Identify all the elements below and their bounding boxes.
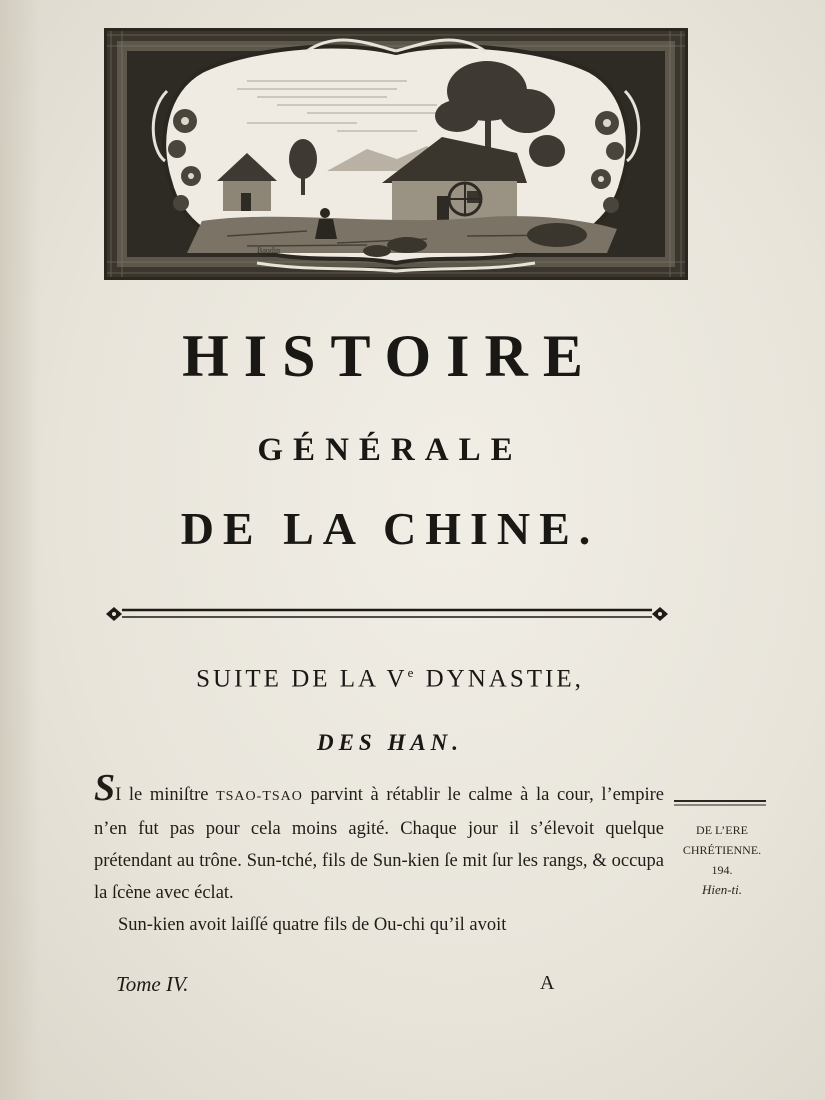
dynasty-heading bbox=[100, 665, 680, 693]
body-text bbox=[94, 767, 664, 941]
margin-rule bbox=[674, 798, 766, 808]
dynasty-heading-prefix: SUITE DE LA V bbox=[196, 665, 408, 693]
title-de-la-chine: DE LA CHINE. bbox=[180, 503, 600, 554]
engraved-headpiece bbox=[104, 28, 688, 280]
paragraph-2: Sun-kien avoit laiſſé quatre fils de Ou-chi qu’il avoit bbox=[118, 915, 507, 935]
engraving-illustration bbox=[107, 31, 685, 277]
dynasty-heading-sup: e bbox=[407, 665, 417, 680]
volume-label: Tome IV. bbox=[116, 972, 189, 996]
paragraph-1 bbox=[94, 767, 664, 909]
margin-note-era: DE L’ERE bbox=[696, 823, 748, 837]
margin-note bbox=[672, 820, 772, 900]
margin-note-era-2: CHRÉTIENNE. bbox=[682, 843, 762, 857]
dynasty-name: DES HAN. bbox=[316, 730, 464, 755]
title-generale: GÉNÉRALE bbox=[257, 432, 523, 468]
minister-name: TSAO-TSAO bbox=[216, 789, 303, 804]
title-histoire: HISTOIRE bbox=[182, 323, 598, 389]
dynasty-heading-suffix: DYNASTIE, bbox=[416, 665, 584, 693]
paragraph-1-rest: parvint à rétablir le calme à la cour, l’empire n’en fut pas pour cela moins agité. Chaque jour il s’élevoit quelque prétendant au trône. Sun-tché, fils de Sun-kien ſe mit ſur les rangs, & occupa la ſcène avec éclat. bbox=[94, 785, 664, 903]
margin-note-reign: Hien-ti. bbox=[701, 882, 743, 897]
drop-cap: S bbox=[94, 767, 116, 809]
paragraph-1-start: I le miniſtre bbox=[115, 785, 217, 805]
engraver-signature: Baudin bbox=[257, 246, 281, 255]
ornamental-rule bbox=[104, 603, 670, 625]
signature-mark: A bbox=[540, 972, 555, 994]
margin-note-year: 194. bbox=[711, 863, 733, 877]
